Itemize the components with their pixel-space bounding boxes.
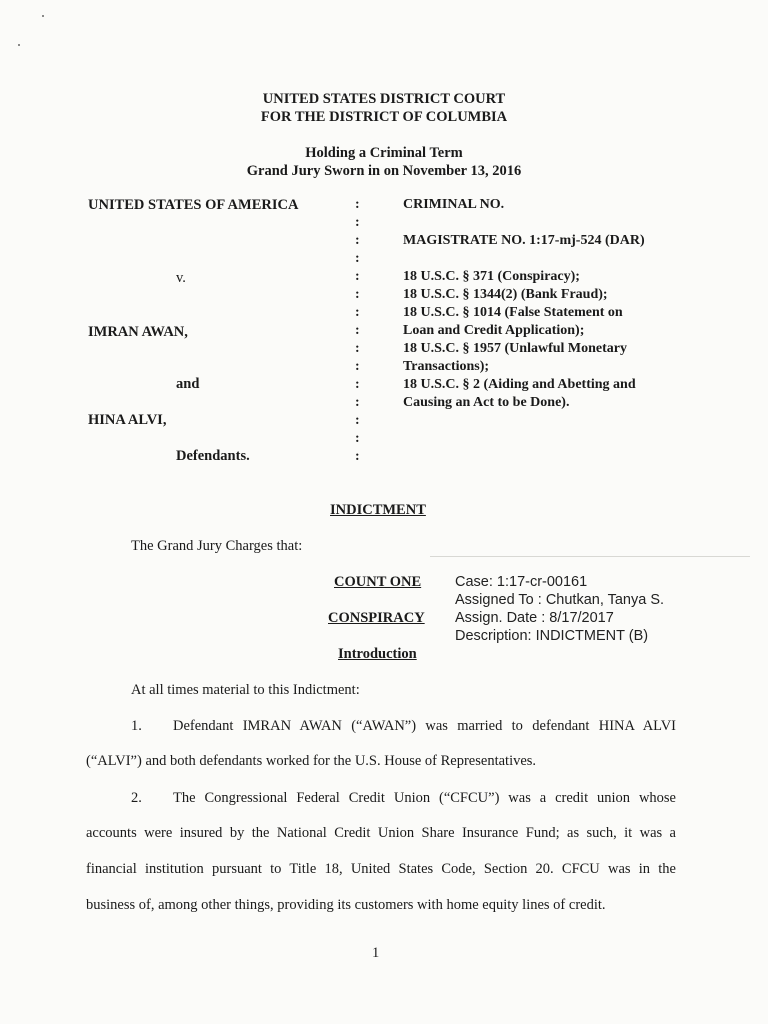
caption-colon: :: [355, 197, 360, 212]
charge-line: Transactions);: [403, 359, 490, 374]
caption-colon: :: [355, 413, 360, 428]
criminal-no: CRIMINAL NO.: [403, 197, 505, 212]
caption-colon: :: [355, 395, 360, 410]
grand-jury-sworn: Grand Jury Sworn in on November 13, 2016: [246, 163, 522, 179]
charge-line: Loan and Credit Application);: [403, 323, 585, 338]
caption-colon: :: [355, 305, 360, 320]
charge-line: 18 U.S.C. § 371 (Conspiracy);: [403, 269, 580, 284]
paragraph-2-line: business of, among other things, providing its customers with home equity lines of credit.: [86, 897, 606, 913]
defendant-alvi: HINA ALVI,: [88, 412, 167, 428]
stamp-description: Description: INDICTMENT (B): [455, 628, 649, 644]
caption-colon: :: [355, 215, 360, 230]
charge-line: 18 U.S.C. § 1344(2) (Bank Fraud);: [403, 287, 608, 302]
stamp-case-number: Case: 1:17-cr-00161: [455, 574, 588, 590]
defendants-label: Defendants.: [176, 448, 250, 464]
court-name: UNITED STATES DISTRICT COURT: [262, 91, 506, 107]
paragraph-number: 2.: [131, 790, 142, 806]
caption-colon: :: [355, 431, 360, 446]
preamble-text: At all times material to this Indictment:: [131, 682, 360, 698]
paragraph-number: 1.: [131, 718, 142, 734]
count-one-heading: COUNT ONE: [334, 574, 422, 590]
and-label: and: [176, 376, 200, 392]
caption-colon: :: [355, 341, 360, 356]
conspiracy-heading: CONSPIRACY: [328, 610, 425, 626]
caption-colon: :: [355, 269, 360, 284]
introduction-heading: Introduction: [338, 646, 417, 662]
paragraph-1-line: Defendant IMRAN AWAN (“AWAN”) was married to defendant HINA ALVI: [173, 718, 676, 734]
defendant-awan: IMRAN AWAN,: [88, 324, 188, 340]
plaintiff-name: UNITED STATES OF AMERICA: [88, 197, 299, 213]
caption-colon: :: [355, 359, 360, 374]
indictment-title: INDICTMENT: [330, 502, 426, 518]
scan-speck: [18, 44, 20, 46]
court-district: FOR THE DISTRICT OF COLUMBIA: [260, 109, 508, 125]
scan-speck: [42, 15, 44, 17]
magistrate-no: MAGISTRATE NO. 1:17-mj-524 (DAR): [403, 233, 645, 248]
stamp-assigned-to: Assigned To : Chutkan, Tanya S.: [455, 592, 665, 608]
charge-line: 18 U.S.C. § 1957 (Unlawful Monetary: [403, 341, 627, 356]
caption-colon: :: [355, 449, 360, 464]
paragraph-2-line: financial institution pursuant to Title 18, United States Code, Section 20. CFCU was in the: [86, 861, 676, 877]
charge-line: Causing an Act to be Done).: [403, 395, 570, 410]
charge-line: 18 U.S.C. § 2 (Aiding and Abetting and: [403, 377, 636, 392]
criminal-term: Holding a Criminal Term: [305, 145, 463, 161]
grand-jury-charges: The Grand Jury Charges that:: [131, 538, 303, 554]
paragraph-1-line: (“ALVI”) and both defendants worked for the U.S. House of Representatives.: [86, 753, 537, 769]
caption-colon: :: [355, 377, 360, 392]
paragraph-2-line: accounts were insured by the National Credit Union Share Insurance Fund; as such, it was a: [86, 825, 676, 841]
stamp-assign-date: Assign. Date : 8/17/2017: [455, 610, 614, 626]
scan-fold-line: [430, 556, 750, 557]
caption-colon: :: [355, 323, 360, 338]
caption-colon: :: [355, 233, 360, 248]
versus-label: v.: [176, 270, 186, 286]
charge-line: 18 U.S.C. § 1014 (False Statement on: [403, 305, 623, 320]
caption-colon: :: [355, 251, 360, 266]
caption-colon: :: [355, 287, 360, 302]
page-number: 1: [372, 945, 380, 961]
paragraph-2-line: The Congressional Federal Credit Union (“CFCU”) was a credit union whose: [173, 790, 676, 806]
